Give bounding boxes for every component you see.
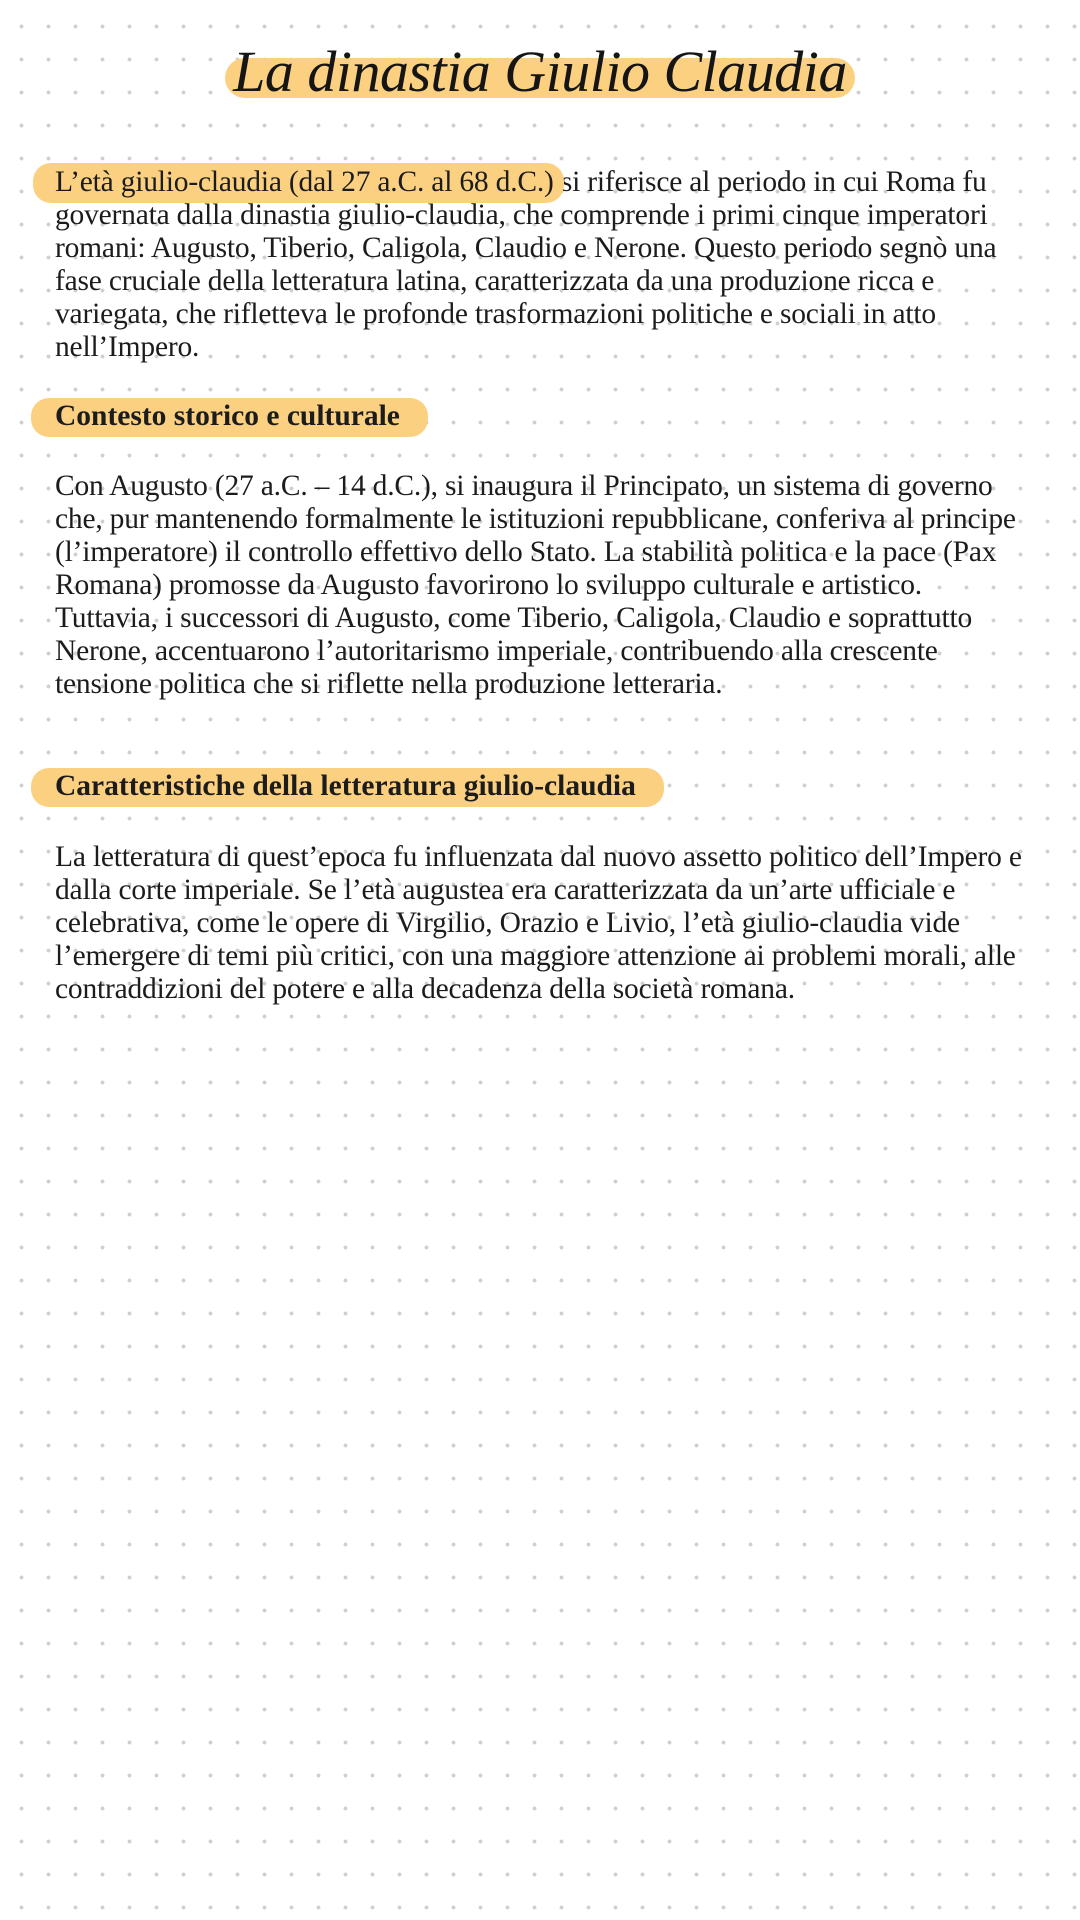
section-heading-contesto: Contesto storico e culturale <box>55 400 400 432</box>
intro-paragraph <box>55 166 1025 364</box>
section-heading-caratteristiche: Caratteristiche della letteratura giulio-claudia <box>55 770 636 802</box>
title-container <box>0 36 1080 108</box>
intro-highlight: L’età giulio-claudia (dal 27 a.C. al 68 d.C.) <box>55 166 554 198</box>
intro-text: si riferisce al periodo in cui Roma fu governata dalla dinastia giulio-claudia, che comprende i primi cinque imperatori romani: Augusto, Tiberio, Caligola, Claudio e Nerone. Questo periodo segnò una fase cruciale della letteratura latina, caratterizzata da una produzione ricca e variegata, che rifletteva le profonde trasformazioni politiche e sociali in atto nell’Impero. <box>55 166 997 363</box>
section-body-caratteristiche: La letteratura di quest’epoca fu influenzata dal nuovo assetto politico dell’Impero e dalla corte imperiale. Se l’età augustea era caratterizzata da un’arte ufficiale e celebrativa, come le opere di Virgilio, Orazio e Livio, l’età giulio-claudia vide l’emergere di temi più critici, con una maggiore attenzione ai problemi morali, alle contraddizioni del potere e alla decadenza della società romana. <box>55 841 1022 1005</box>
section-body-contesto: Con Augusto (27 a.C. – 14 d.C.), si inaugura il Principato, un sistema di governo che, pur mantenendo formalmente le istituzioni repubblicane, conferiva al principe (l’imperatore) il controllo effettivo dello Stato. La stabilità politica e la pace (Pax Romana) promosse da Augusto favorirono lo sviluppo culturale e artistico. Tuttavia, i successori di Augusto, come Tiberio, Caligola, Claudio e soprattutto Nerone, accentuarono l’autoritarismo imperiale, contribuendo alla crescente tensione politica che si riflette nella produzione letteraria. <box>55 470 1016 700</box>
page-title: La dinastia Giulio Claudia <box>233 36 847 108</box>
